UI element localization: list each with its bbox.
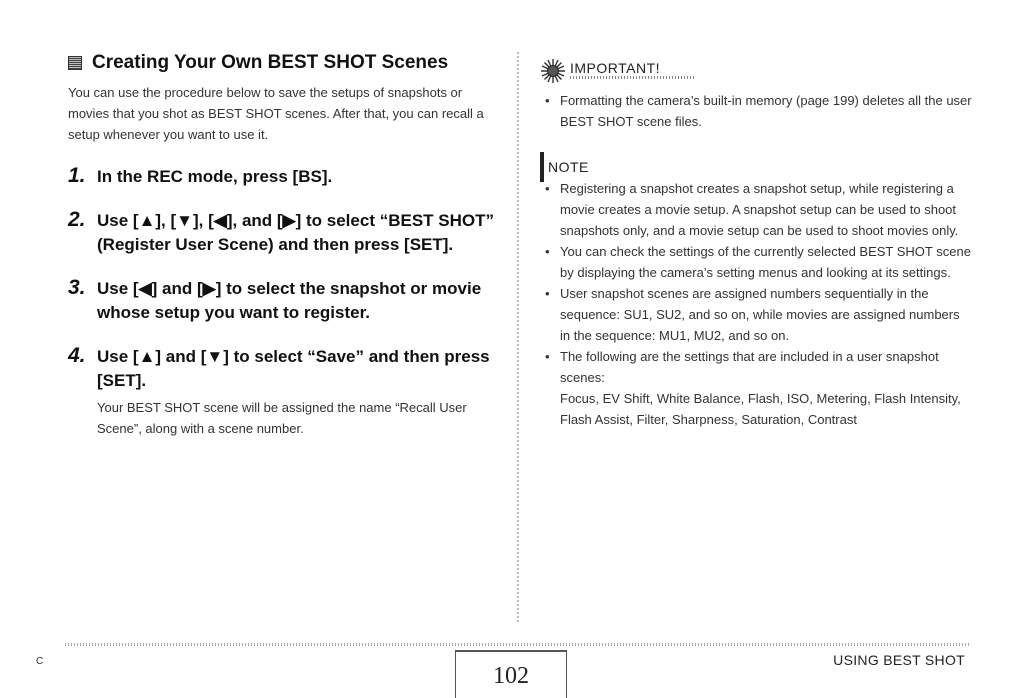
step-number: 1. [68, 164, 86, 187]
list-item: • Registering a snapshot creates a snapshot setup, while registering a movie creates a movie setup. A snapshot setup can be used to shoot snapshots only, and a movie setup can be used to shoot movies only. [540, 178, 972, 241]
list-item: • You can check the settings of the currently selected BEST SHOT scene by displaying the camera’s setting menus and looking at its settings. [540, 241, 972, 283]
square-bullet-icon [68, 56, 82, 70]
important-list [540, 90, 972, 132]
step-number: 3. [68, 276, 86, 299]
important-header [540, 58, 972, 84]
page-number-box [455, 650, 567, 698]
list-item: • The following are the settings that are included in a user snapshot scenes: [540, 346, 972, 388]
intro-paragraph: You can use the procedure below to save the setups of snapshots or movies that you shot as BEST SHOT scenes. After that, you can recall a setup whenever you want to use it. [68, 85, 484, 142]
important-title: IMPORTANT! [570, 60, 694, 82]
burst-icon [540, 58, 566, 84]
column-divider [517, 52, 519, 622]
step-4 [68, 345, 498, 439]
corner-mark: C [36, 656, 44, 667]
section-heading-text: Creating Your Own BEST SHOT Scenes [92, 52, 449, 73]
step-number: 2. [68, 208, 86, 231]
step-1 [68, 165, 498, 189]
right-column [540, 58, 972, 430]
step-3 [68, 277, 498, 325]
settings-list: Focus, EV Shift, White Balance, Flash, ISO, Metering, Flash Intensity, Flash Assist, Filter, Sharpness, Saturation, Contrast [560, 391, 961, 427]
page-number: 102 [493, 662, 529, 689]
left-column [68, 52, 498, 439]
note-title: NOTE [548, 159, 589, 175]
step-text: In the REC mode, press [BS]. [97, 167, 333, 186]
step-number: 4. [68, 344, 86, 367]
step-text: Use [▲] and [▼] to select “Save” and then press [SET]. [97, 347, 490, 390]
note-list [540, 178, 972, 388]
step-text: Use [◀] and [▶] to select the snapshot or movie whose setup you want to register. [97, 279, 482, 322]
footer-section-title: USING BEST SHOT [833, 652, 965, 668]
list-item: • User snapshot scenes are assigned numbers sequentially in the sequence: SU1, SU2, and so on, while movies are assigned numbers in the sequence: MU1, MU2, and so on. [540, 283, 972, 346]
section-heading [68, 52, 498, 74]
step-2 [68, 209, 498, 257]
footer-rule [65, 643, 970, 646]
step-note: Your BEST SHOT scene will be assigned the name “Recall User Scene”, along with a scene number. [97, 400, 467, 436]
list-item: • Formatting the camera’s built-in memory (page 199) deletes all the user BEST SHOT scene files. [540, 90, 972, 132]
step-text: Use [▲], [▼], [◀], and [▶] to select “BEST SHOT” (Register User Scene) and then press [SET]. [97, 211, 494, 254]
